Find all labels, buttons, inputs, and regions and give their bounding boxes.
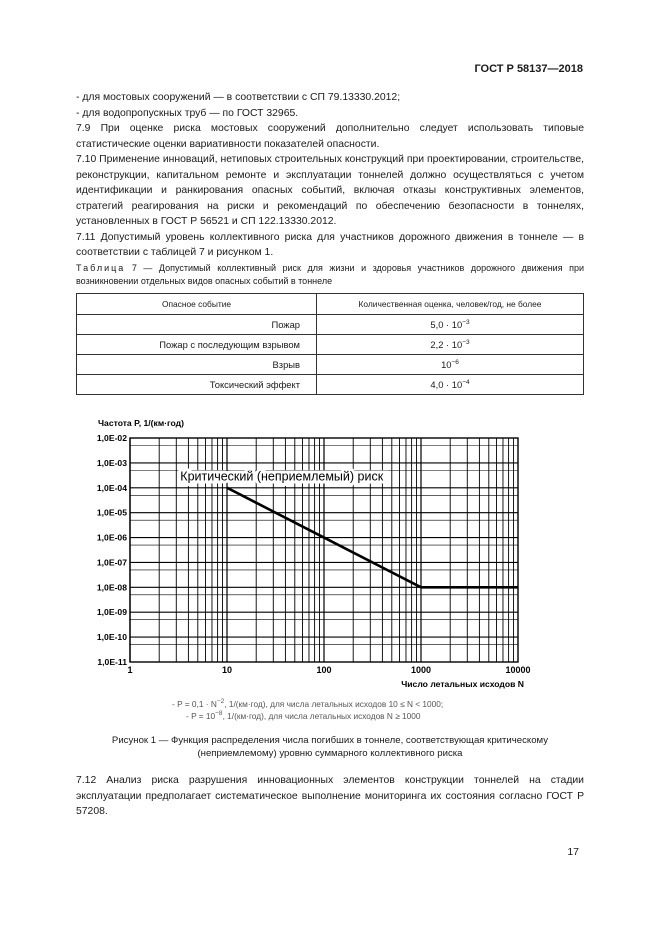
estimate-cell xyxy=(317,375,584,395)
paragraph-7-12: 7.12 Анализ риска разрушения инновационных элементов конструкции тоннелей на стадии эксплуатации предполагает систематическое выполнение мониторинга их состояния согласно ГОСТ Р 57208. xyxy=(76,775,584,817)
page-number: 17 xyxy=(567,846,579,858)
x-tick-label: 1000 xyxy=(410,665,432,675)
y-tick-label: 1,0E-10 xyxy=(96,632,127,643)
estimate-cell xyxy=(317,315,584,335)
y-tick-label: 1,0E-06 xyxy=(96,532,127,543)
table-row xyxy=(77,355,584,375)
event-cell: Токсический эффект xyxy=(77,375,317,395)
estimate-cell xyxy=(317,355,584,375)
x-tick-label: 1 xyxy=(127,665,133,675)
estimate-base: 10 xyxy=(441,359,452,370)
column-header-event: Опасное событие xyxy=(77,294,317,315)
body-text xyxy=(76,90,584,261)
figure-notes xyxy=(0,698,661,722)
y-tick-label: 1,0E-07 xyxy=(96,557,127,568)
x-tick-label: 100 xyxy=(316,665,332,675)
x-tick-label: 10000 xyxy=(505,665,531,675)
estimate-exponent: −3 xyxy=(462,319,470,326)
estimate-cell xyxy=(317,335,584,355)
column-header-estimate: Количественная оценка, человек/год, не более xyxy=(317,294,584,315)
y-tick-label: 1,0E-05 xyxy=(96,507,127,518)
risk-annotation: Критический (неприемлемый) риск xyxy=(180,469,384,484)
y-tick-label: 1,0E-04 xyxy=(96,482,127,493)
x-tick-label: 10 xyxy=(221,665,233,675)
table-row xyxy=(77,315,584,335)
paragraph-7-9: 7.9 При оценке риска мостовых сооружений дополнительно следует использовать типовые статистические оценки вариативности показателей опасности. xyxy=(76,123,584,150)
note-2 xyxy=(0,710,661,722)
table-row xyxy=(77,335,584,355)
note-1 xyxy=(0,698,661,710)
paragraph-7-11: 7.11 Допустимый уровень коллективного риска для участников дорожного движения в тоннеле — в соответствии с таблицей 7 и рисунком 1. xyxy=(76,231,584,258)
table-header-row xyxy=(77,294,584,315)
y-tick-label: 1,0E-09 xyxy=(96,607,127,618)
note-text: - P = 0,1 · N xyxy=(172,699,217,709)
estimate-base: 2,2 · 10 xyxy=(430,339,463,350)
note-text: , 1/(км·год), для числа летальных исходов 10 ≤ N < 1000; xyxy=(224,699,444,709)
note-text: - P = 10 xyxy=(186,711,216,721)
note-exponent: −2 xyxy=(216,698,225,705)
estimate-base: 4,0 · 10 xyxy=(430,379,463,390)
table-caption xyxy=(76,262,584,288)
y-axis-title: Частота P, 1/(км·год) xyxy=(98,418,184,428)
list-item: - для водопропускных труб — по ГОСТ 32965. xyxy=(76,107,299,119)
x-axis-title: Число летальных исходов N xyxy=(401,679,524,689)
table-label: Таблица xyxy=(76,263,126,273)
y-tick-label: 1,0E-03 xyxy=(96,457,127,468)
note-text: , 1/(км·год), для числа летальных исходов N ≥ 1000 xyxy=(222,711,421,721)
y-tick-label: 1,0E-02 xyxy=(96,433,127,443)
y-tick-label: 1,0E-11 xyxy=(97,657,127,667)
figure-caption: Рисунок 1 — Функция распределения числа погибших в тоннеле, соответствующая критическому (неприемлемому) уровню суммарного коллективного риска xyxy=(111,735,549,759)
risk-chart xyxy=(88,412,548,694)
list-item: - для мостовых сооружений — в соответствии с СП 79.13330.2012; xyxy=(76,92,401,103)
note-exponent: −8 xyxy=(215,710,223,717)
table-row xyxy=(77,375,584,395)
paragraph-7-10: 7.10 Применение инноваций, нетиповых строительных конструкций при проектировании, строительстве, реконструкции, капитальном ремонте и эксплуатации тоннелей должно осуществляться с учетом идентификации и ранкирования опасных событий, включая отказы конструктивных элементов, стратегий реагирования на риски и рекомендаций по обеспечению безопасности в тоннелях, установленных в ГОСТ Р 56521 и СП 122.13330.2012. xyxy=(76,154,584,227)
document-id: ГОСТ Р 58137—2018 xyxy=(474,63,583,75)
event-cell: Взрыв xyxy=(77,355,317,375)
estimate-exponent: −3 xyxy=(462,339,470,346)
table-caption-text: 7 — Допустимый коллективный риск для жизни и здоровья участников дорожного движения при возникновении отдельных видов опасных событий в тоннеле xyxy=(76,263,584,286)
estimate-exponent: −6 xyxy=(451,359,459,366)
event-cell: Пожар xyxy=(77,315,317,335)
estimate-base: 5,0 · 10 xyxy=(430,319,463,330)
event-cell: Пожар с последующим взрывом xyxy=(77,335,317,355)
risk-table xyxy=(76,293,584,395)
y-tick-label: 1,0E-08 xyxy=(96,582,127,593)
estimate-exponent: −4 xyxy=(462,379,470,386)
